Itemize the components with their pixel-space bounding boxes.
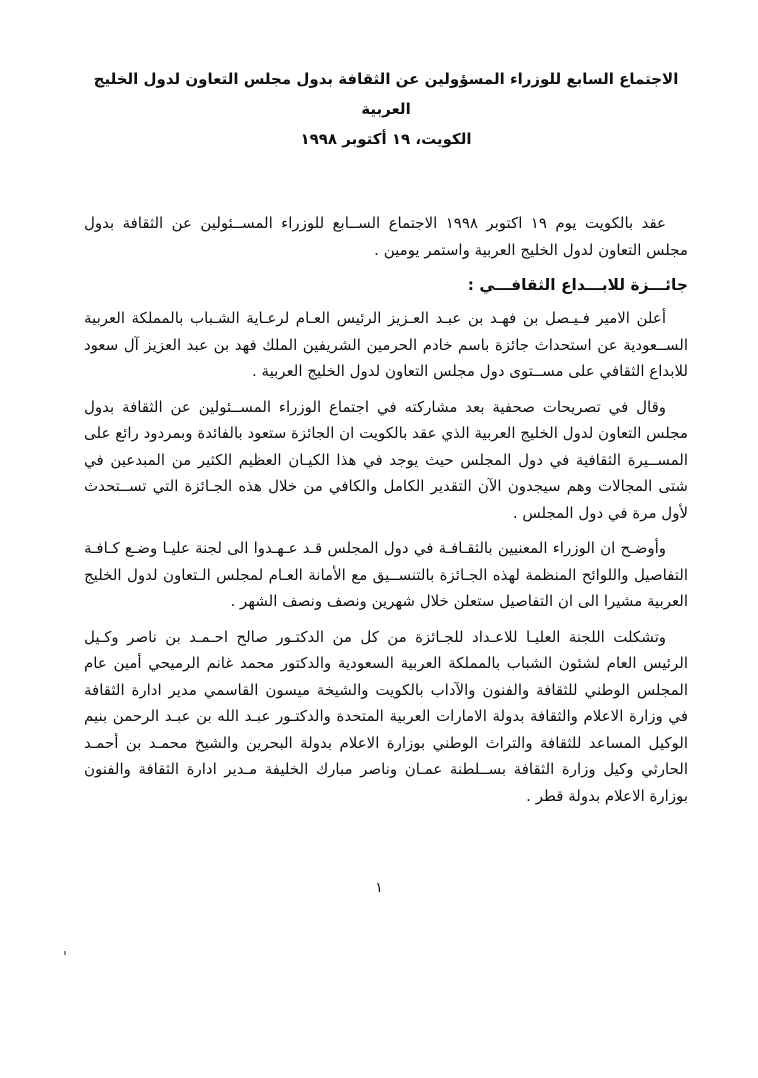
paragraph-committee-members: وتشكلت اللجنة العليـا للاعـداد للجـائزة من كل من الدكتـور صالح احـمـد بن ناصر وكـيل الرئيس العام لشئون الشباب بالمملكة العربية السعودية والدكتور محمد غانم الرميحي أمين عام المجلس الوطني للثقافة والفنون والآداب بالكويت والشيخة ميسون القاسمي مدير ادارة الثقافة في وزارة الاعلام والثقافة بدولة الامارات العربية المتحدة والدكتـور عبـد الله بن عبـد الرحمن بنيم الوكيل المساعد للثقافة والتراث الوطني بوزارة الاعلام بدولة البحرين والشيخ محمـد بن أحمـد الحارثي وكيل وزارة الثقافة بســلطنة عمـان وناصر مبارك الخليفة مـدير ادارة الثقافة والفنون بوزارة الاعلام بدولة قطر . [84, 627, 688, 805]
page-number: ١ [375, 880, 383, 896]
doc-title-line-1: الاجتماع السابع للوزراء المسؤولين عن الثقافة بدول مجلس التعاون لدول الخليج العربية [93, 70, 679, 118]
document-content [84, 64, 688, 818]
document-title [84, 64, 688, 154]
award-section-heading: جائـــزة للابـــداع الثقافـــي : [467, 276, 688, 294]
paragraph-press-statement: وقال في تصريحات صحفية بعد مشاركته في اجتماع الوزراء المســئولين عن الثقافة بدول مجلس التعاون لدول الخليج العربية الذي عقد بالكويت ان الجائزة ستعود بالفائدة وبمردود رائع على المســيرة الثقافية في دول المجلس حيث يوجد في هذا الكيـان العظيم الكثير من المبدعين في شتى المجالات وهم سيجدون الآن التقدير الكامل والكافي من خلال هذه الجـائزة التي تســتحدث لأول مرة في دول المجلس . [84, 397, 688, 522]
paragraph-committee-mandate: وأوضـح ان الوزراء المعنيين بالثقـافـة في دول المجلس قـد عـهـدوا الى لجنة عليـا وضـع كـافـة التفاصيل واللوائح المنظمة لهذه الجـائزة بالتنســيق مع الأمانة العـام لمجلس الـتعاون لدول الخليج العربية مشيرا الى ان التفاصيل ستعلن خلال شهرين ونصف ونصف الشهر . [84, 539, 688, 610]
intro-paragraph: عقد بالكويت يوم ١٩ اكتوبر ١٩٩٨ الاجتماع الســابع للوزراء المســئولين عن الثقافة بدول مجلس التعاون لدول الخليج العربية واستمر يومين . [84, 214, 688, 259]
scan-artifact-speck [64, 951, 66, 955]
document-body [84, 210, 688, 809]
paragraph-prize-announcement: أعلن الامير فـيـصل بن فهـد بن عبـد العـزيز الرئيس العـام لرعـاية الشـباب بالمملكة العربية الســعودية عن استحداث جائزة باسم خادم الحرمين الشريفين الملك فهد بن عبد العزيز آل سعود للابداع الثقافي على مســتوى دول مجلس التعاون لدول الخليج العربية . [84, 309, 688, 380]
doc-title-line-2: الكويت، ١٩ أكتوبر ١٩٩٨ [300, 130, 472, 148]
